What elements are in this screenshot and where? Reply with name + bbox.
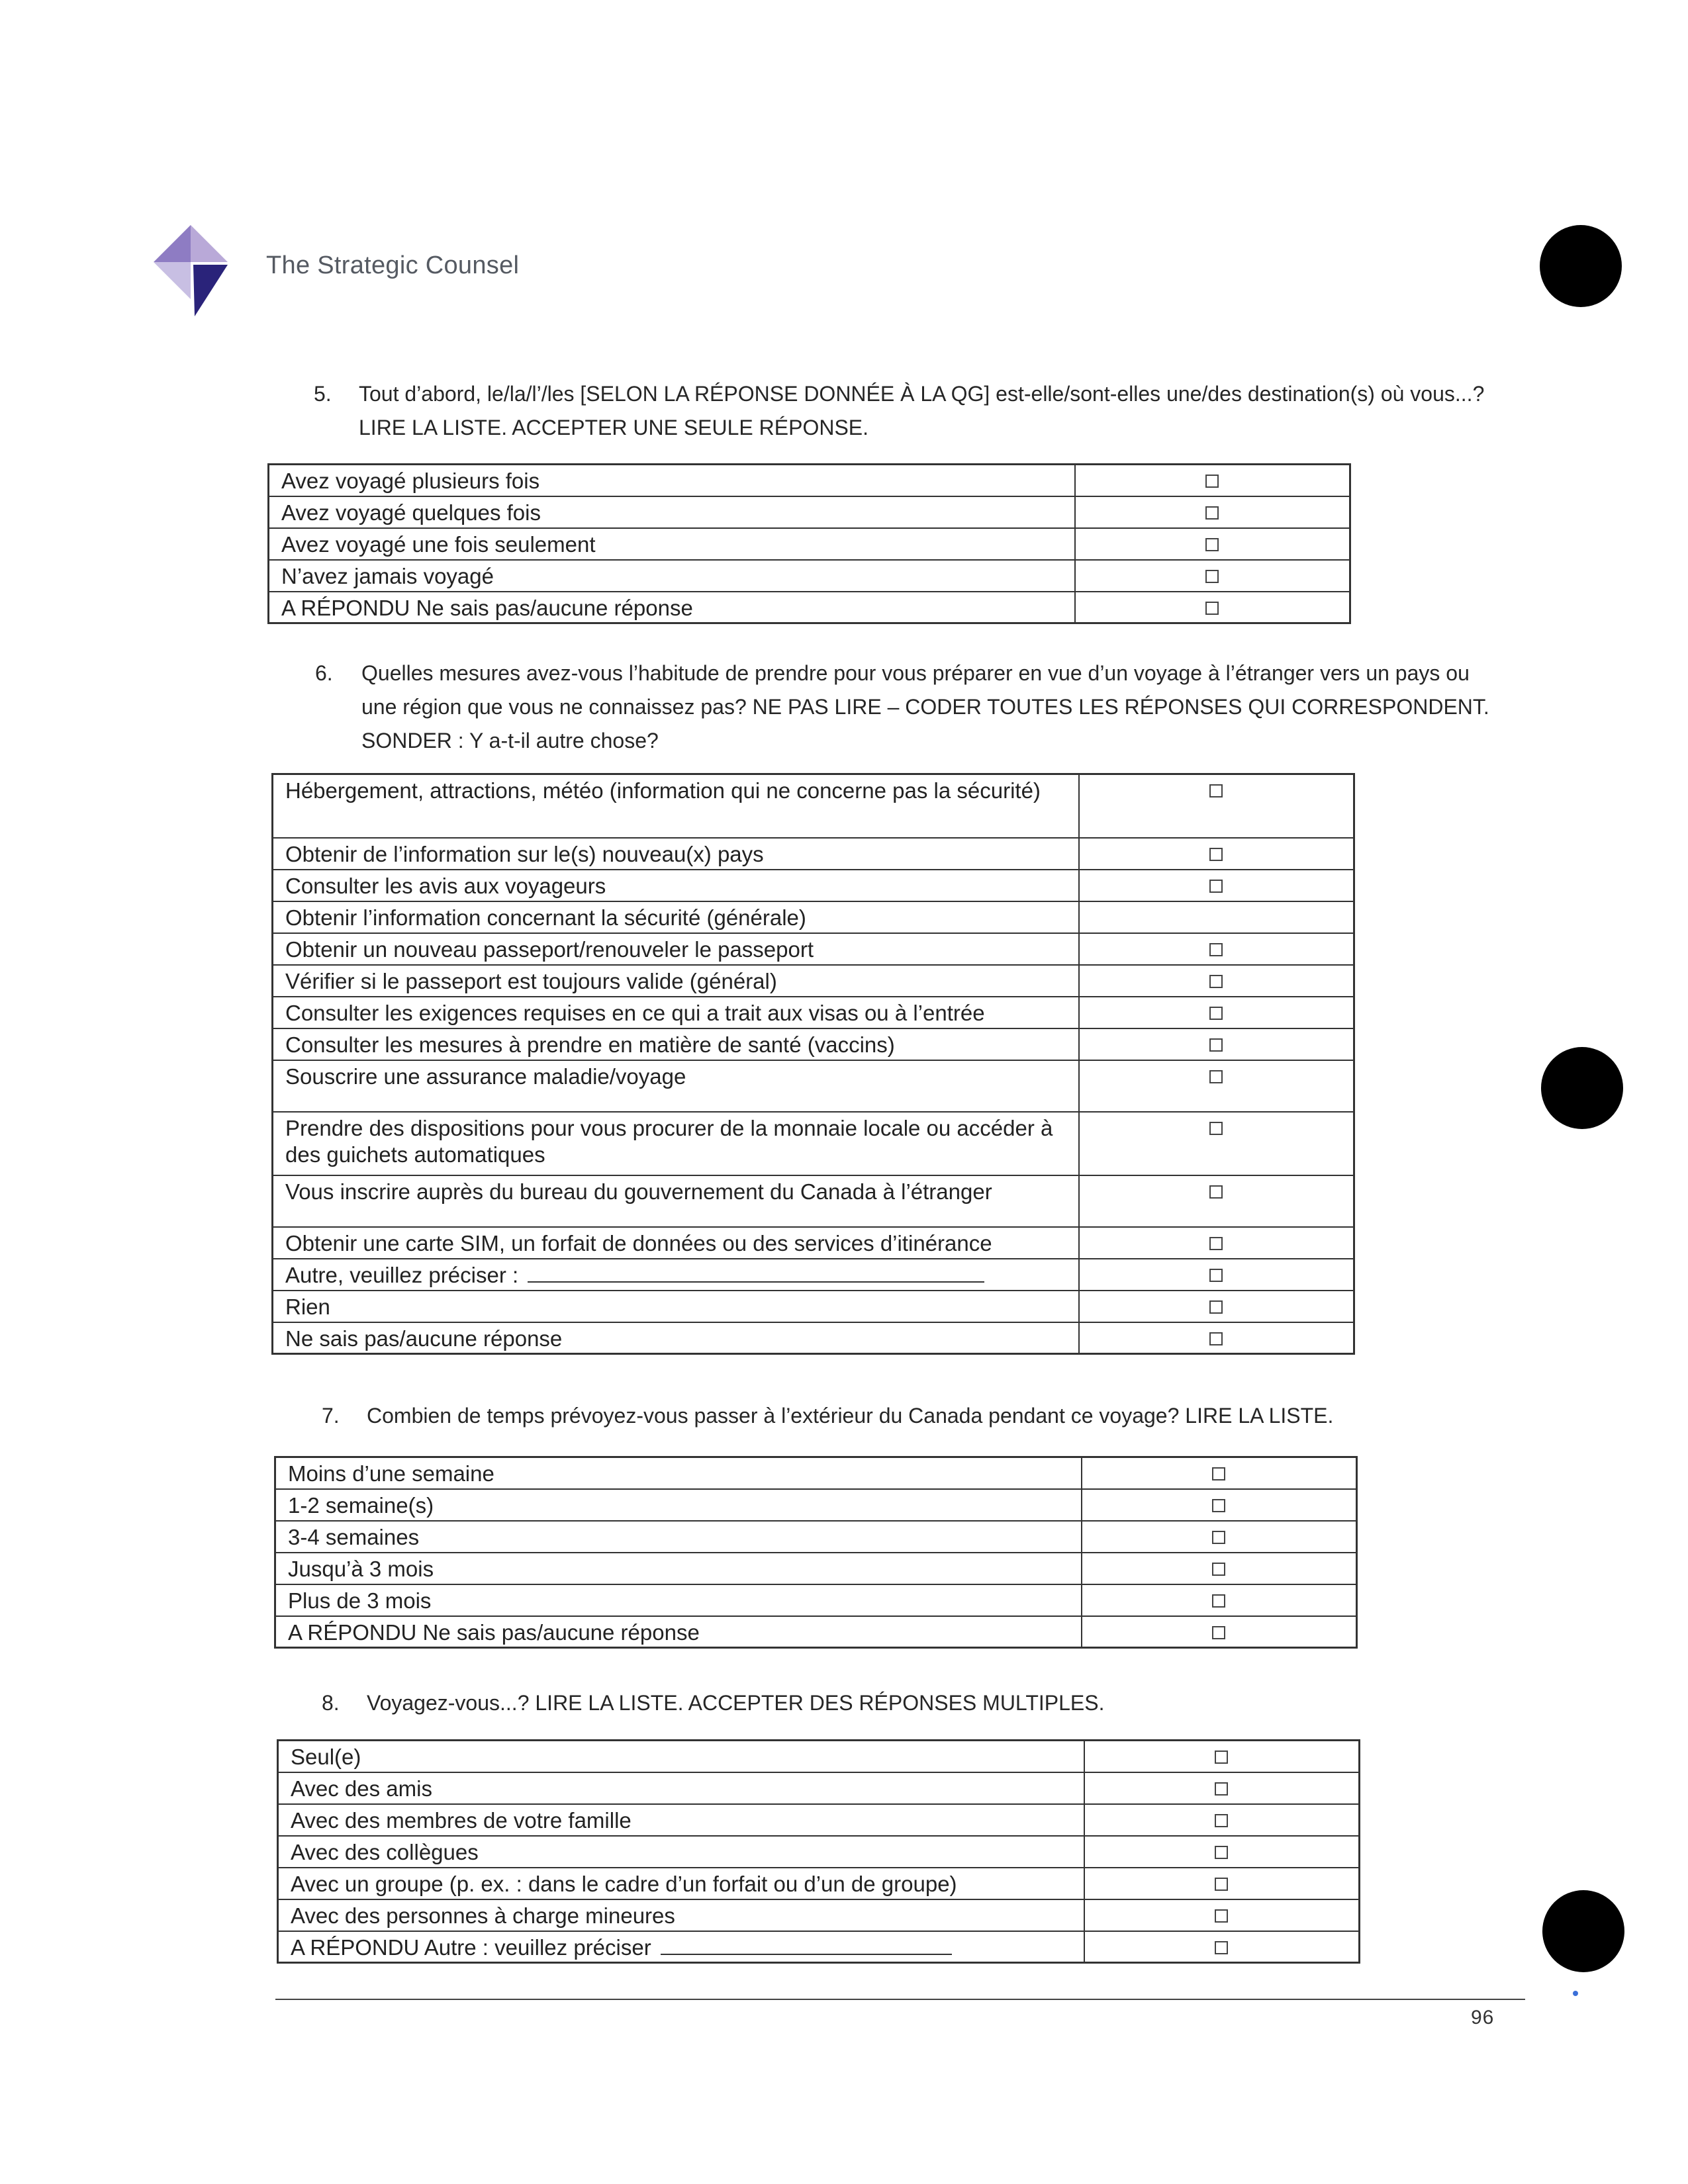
specify-line[interactable] <box>661 1935 952 1955</box>
question-text: Quelles mesures avez-vous l’habitude de prendre pour vous préparer en vue d’un voyage à l’étranger vers un pays ou une région que vous ne connaissez pas? NE PAS LIRE – CODER TOUTES LES RÉPONSES QUI CORRESPONDENT. SONDER : Y a-t-il autre chose? <box>361 661 1489 752</box>
checkbox[interactable] <box>1209 1070 1223 1083</box>
brand-name: The Strategic Counsel <box>266 251 520 279</box>
option-label: Obtenir un nouveau passeport/renouveler le passeport <box>273 933 1079 965</box>
option-label: A RÉPONDU Ne sais pas/aucune réponse <box>269 592 1075 623</box>
table-row <box>273 997 1354 1028</box>
table-row <box>278 1741 1360 1772</box>
question-text: Voyagez-vous...? LIRE LA LISTE. ACCEPTER DES RÉPONSES MULTIPLES. <box>367 1691 1105 1715</box>
checkbox[interactable] <box>1205 570 1219 583</box>
table-row <box>273 870 1354 901</box>
option-label: Avec des membres de votre famille <box>278 1804 1084 1836</box>
table-row <box>275 1616 1357 1648</box>
checkbox[interactable] <box>1212 1563 1225 1576</box>
checkbox[interactable] <box>1212 1594 1225 1608</box>
table-row <box>269 496 1350 528</box>
table-row <box>278 1899 1360 1931</box>
checkbox[interactable] <box>1209 1269 1223 1282</box>
checkbox[interactable] <box>1212 1626 1225 1639</box>
question-number: 6. <box>315 661 333 685</box>
option-label: Avec des collègues <box>278 1836 1084 1868</box>
checkbox[interactable] <box>1215 1846 1228 1859</box>
option-label: Hébergement, attractions, météo (information qui ne concerne pas la sécurité) <box>273 774 1079 838</box>
checkbox[interactable] <box>1215 1814 1228 1827</box>
table-row <box>273 1175 1354 1227</box>
table-row <box>273 1259 1354 1291</box>
option-label <box>278 1931 1084 1963</box>
table-row <box>275 1457 1357 1489</box>
option-label: Seul(e) <box>278 1741 1084 1772</box>
checkbox[interactable] <box>1209 1122 1223 1135</box>
checkbox[interactable] <box>1212 1531 1225 1544</box>
table-row <box>273 901 1354 933</box>
checkbox[interactable] <box>1209 1185 1223 1199</box>
punch-hole <box>1541 1047 1623 1129</box>
option-label: Avez voyagé quelques fois <box>269 496 1075 528</box>
checkbox[interactable] <box>1209 1237 1223 1250</box>
table-row <box>273 1112 1354 1175</box>
table-row <box>278 1931 1360 1963</box>
option-label: Avec des amis <box>278 1772 1084 1804</box>
table-row <box>275 1553 1357 1584</box>
question-5 <box>314 377 1505 445</box>
checkbox[interactable] <box>1215 1909 1228 1923</box>
table-row <box>273 774 1354 838</box>
question-text: Tout d’abord, le/la/l’/les [SELON LA RÉPONSE DONNÉE À LA QG] est-elle/sont-elles une/des destination(s) où vous...? LIRE LA LISTE. ACCEPTER UNE SEULE RÉPONSE. <box>359 382 1485 439</box>
option-label: Rien <box>273 1291 1079 1322</box>
table-row <box>278 1772 1360 1804</box>
table-row <box>273 1291 1354 1322</box>
checkbox[interactable] <box>1209 1038 1223 1052</box>
table-row <box>273 1028 1354 1060</box>
page-number: 96 <box>1471 2007 1495 2028</box>
table-row <box>269 560 1350 592</box>
checkbox[interactable] <box>1205 538 1219 551</box>
checkbox[interactable] <box>1209 1300 1223 1314</box>
checkbox[interactable] <box>1209 880 1223 893</box>
checkbox[interactable] <box>1215 1751 1228 1764</box>
question-number: 8. <box>322 1691 340 1715</box>
checkbox[interactable] <box>1215 1941 1228 1954</box>
option-label: Avez voyagé plusieurs fois <box>269 465 1075 496</box>
table-row <box>275 1584 1357 1616</box>
option-label: 3-4 semaines <box>275 1521 1082 1553</box>
option-label: Consulter les mesures à prendre en matière de santé (vaccins) <box>273 1028 1079 1060</box>
table-row <box>269 465 1350 496</box>
option-label: Obtenir une carte SIM, un forfait de données ou des services d’itinérance <box>273 1227 1079 1259</box>
table-row <box>275 1521 1357 1553</box>
option-text: Autre, veuillez préciser : <box>285 1262 519 1287</box>
table-row <box>273 965 1354 997</box>
table-row <box>273 838 1354 870</box>
checkbox[interactable] <box>1205 602 1219 615</box>
option-label: Plus de 3 mois <box>275 1584 1082 1616</box>
stray-mark <box>1573 1991 1578 1996</box>
answer-table-q6 <box>271 773 1355 1355</box>
option-label: Moins d’une semaine <box>275 1457 1082 1489</box>
table-row <box>269 528 1350 560</box>
answer-table-q8 <box>277 1739 1360 1964</box>
option-label <box>273 1259 1079 1291</box>
question-8 <box>322 1686 1513 1720</box>
punch-hole <box>1542 1890 1624 1972</box>
option-label: Consulter les exigences requises en ce qui a trait aux visas ou à l’entrée <box>273 997 1079 1028</box>
option-label: Avec un groupe (p. ex. : dans le cadre d’un forfait ou d’un de groupe) <box>278 1868 1084 1899</box>
option-label: Obtenir l’information concernant la sécurité (générale) <box>273 901 1079 933</box>
option-label: Vérifier si le passeport est toujours valide (général) <box>273 965 1079 997</box>
table-row <box>278 1868 1360 1899</box>
table-row <box>273 1227 1354 1259</box>
checkbox[interactable] <box>1209 943 1223 956</box>
table-row <box>273 1322 1354 1354</box>
checkbox[interactable] <box>1205 506 1219 520</box>
option-text: A RÉPONDU Autre : veuillez préciser <box>291 1934 651 1960</box>
checkbox[interactable] <box>1209 848 1223 861</box>
answer-table-q7 <box>274 1456 1358 1649</box>
option-label: Obtenir de l’information sur le(s) nouveau(x) pays <box>273 838 1079 870</box>
strategic-counsel-logo <box>154 225 228 316</box>
checkbox[interactable] <box>1209 1007 1223 1020</box>
option-label: A RÉPONDU Ne sais pas/aucune réponse <box>275 1616 1082 1648</box>
checkbox[interactable] <box>1212 1499 1225 1512</box>
question-text: Combien de temps prévoyez-vous passer à l’extérieur du Canada pendant ce voyage? LIRE LA LISTE. <box>367 1404 1334 1428</box>
table-row <box>275 1489 1357 1521</box>
table-row <box>278 1804 1360 1836</box>
checkbox[interactable] <box>1215 1878 1228 1891</box>
checkbox[interactable] <box>1215 1782 1228 1796</box>
answer-table-q5 <box>267 463 1351 624</box>
checkbox[interactable] <box>1209 1332 1223 1345</box>
table-row <box>269 592 1350 623</box>
question-6 <box>315 657 1500 758</box>
question-number: 5. <box>314 382 332 406</box>
question-number: 7. <box>322 1404 340 1428</box>
checkbox[interactable] <box>1205 475 1219 488</box>
question-7 <box>322 1399 1513 1433</box>
footer-rule <box>275 1999 1525 2000</box>
option-label: Souscrire une assurance maladie/voyage <box>273 1060 1079 1112</box>
option-label: Prendre des dispositions pour vous procurer de la monnaie locale ou accéder à des guichets automatiques <box>273 1112 1079 1175</box>
option-label: Avec des personnes à charge mineures <box>278 1899 1084 1931</box>
option-label: Jusqu’à 3 mois <box>275 1553 1082 1584</box>
option-label: 1-2 semaine(s) <box>275 1489 1082 1521</box>
option-label: Consulter les avis aux voyageurs <box>273 870 1079 901</box>
checkbox[interactable] <box>1212 1467 1225 1480</box>
option-label: N’avez jamais voyagé <box>269 560 1075 592</box>
option-label: Ne sais pas/aucune réponse <box>273 1322 1079 1354</box>
option-label: Avez voyagé une fois seulement <box>269 528 1075 560</box>
checkbox[interactable] <box>1209 784 1223 797</box>
table-row <box>278 1836 1360 1868</box>
table-row <box>273 1060 1354 1112</box>
table-row <box>273 933 1354 965</box>
checkbox[interactable] <box>1209 975 1223 988</box>
option-label: Vous inscrire auprès du bureau du gouvernement du Canada à l’étranger <box>273 1175 1079 1227</box>
punch-hole <box>1540 225 1622 307</box>
specify-line[interactable] <box>528 1263 984 1283</box>
